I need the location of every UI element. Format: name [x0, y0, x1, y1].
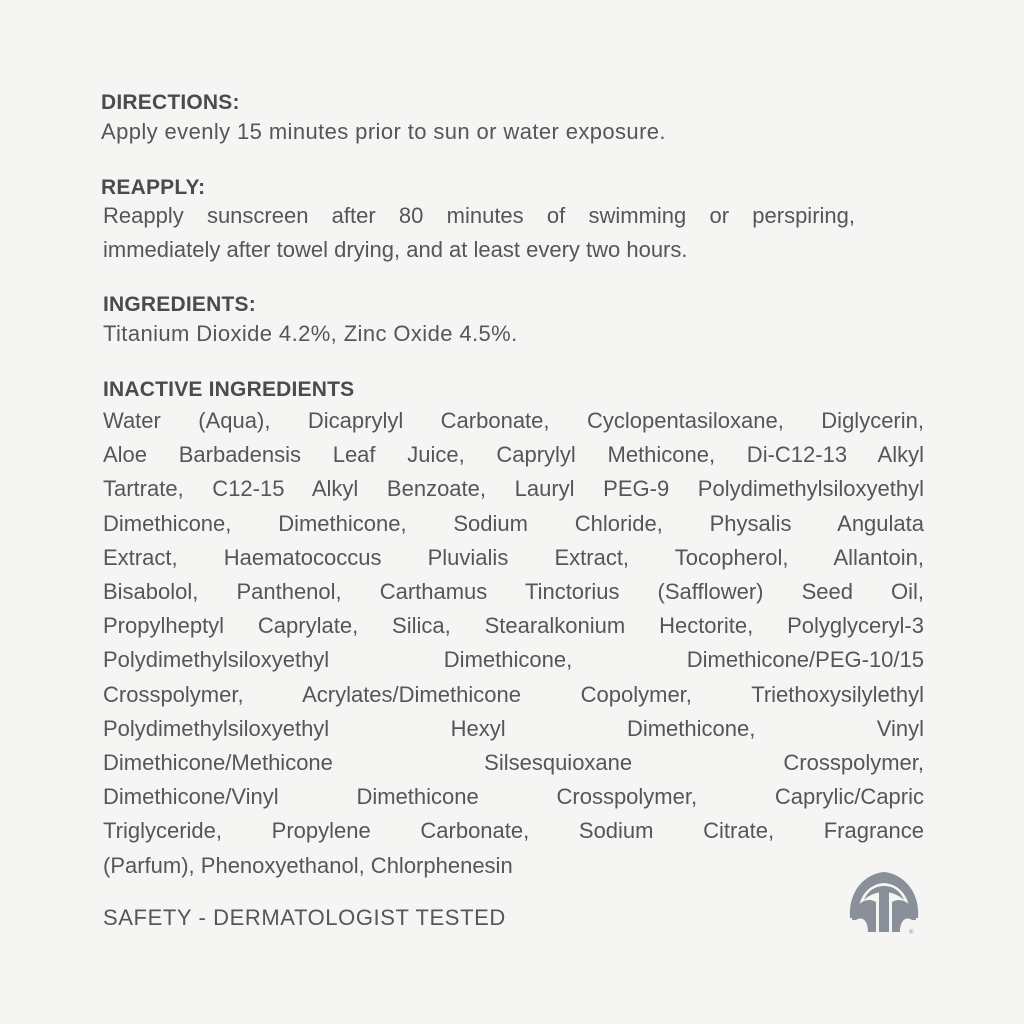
directions-heading: DIRECTIONS:	[101, 91, 240, 114]
reapply-line: immediately after towel drying, and at least every two hours.	[103, 237, 688, 262]
inactive-ingredients-line: Propylheptyl Caprylate, Silica, Stearalkonium Hectorite, Polyglyceryl-3	[103, 613, 924, 639]
registered-mark: ®	[909, 930, 914, 936]
inactive-ingredients-line: Polydimethylsiloxyethyl Hexyl Dimethicone, Vinyl	[103, 715, 924, 741]
inactive-ingredients-line: Bisabolol, Panthenol, Carthamus Tinctorius (Safflower) Seed Oil,	[103, 579, 924, 604]
safety-statement: SAFETY - DERMATOLOGIST TESTED	[103, 905, 506, 930]
brand-fountain-logo-icon	[846, 862, 922, 936]
inactive-ingredients-line: (Parfum), Phenoxyethanol, Chlorphenesin	[103, 852, 513, 878]
inactive-ingredients-line: Aloe Barbadensis Leaf Juice, Caprylyl Methicone, Di-C12-13 Alkyl	[103, 442, 924, 468]
directions-text: Apply evenly 15 minutes prior to sun or water exposure.	[101, 119, 666, 144]
inactive-ingredients-line: Extract, Haematococcus Pluvialis Extract, Tocopherol, Allantoin,	[103, 544, 924, 570]
inactive-ingredients-line: Triglyceride, Propylene Carbonate, Sodium Citrate, Fragrance	[103, 818, 924, 844]
inactive-ingredients-line: Dimethicone, Dimethicone, Sodium Chloride, Physalis Angulata	[103, 510, 924, 536]
inactive-ingredients-line: Polydimethylsiloxyethyl Dimethicone, Dimethicone/PEG-10/15	[103, 647, 924, 673]
inactive-ingredients-line: Dimethicone/Methicone Silsesquioxane Crosspolymer,	[103, 750, 924, 775]
inactive-ingredients-line: Dimethicone/Vinyl Dimethicone Crosspolymer, Caprylic/Capric	[103, 784, 924, 810]
inactive-ingredients-line: Crosspolymer, Acrylates/Dimethicone Copolymer, Triethoxysilylethyl	[103, 681, 924, 707]
inactive-ingredients-line: Tartrate, C12-15 Alkyl Benzoate, Lauryl PEG-9 Polydimethylsiloxyethyl	[103, 476, 924, 502]
inactive-ingredients-line: Water (Aqua), Dicaprylyl Carbonate, Cyclopentasiloxane, Diglycerin,	[103, 408, 924, 433]
reapply-heading: REAPPLY:	[101, 176, 206, 199]
ingredients-heading: INGREDIENTS:	[103, 293, 256, 316]
reapply-line: Reapply sunscreen after 80 minutes of swimming or perspiring,	[103, 203, 855, 228]
ingredients-text: Titanium Dioxide 4.2%, Zinc Oxide 4.5%.	[103, 321, 518, 346]
inactive-ingredients-heading: INACTIVE INGREDIENTS	[103, 378, 355, 401]
